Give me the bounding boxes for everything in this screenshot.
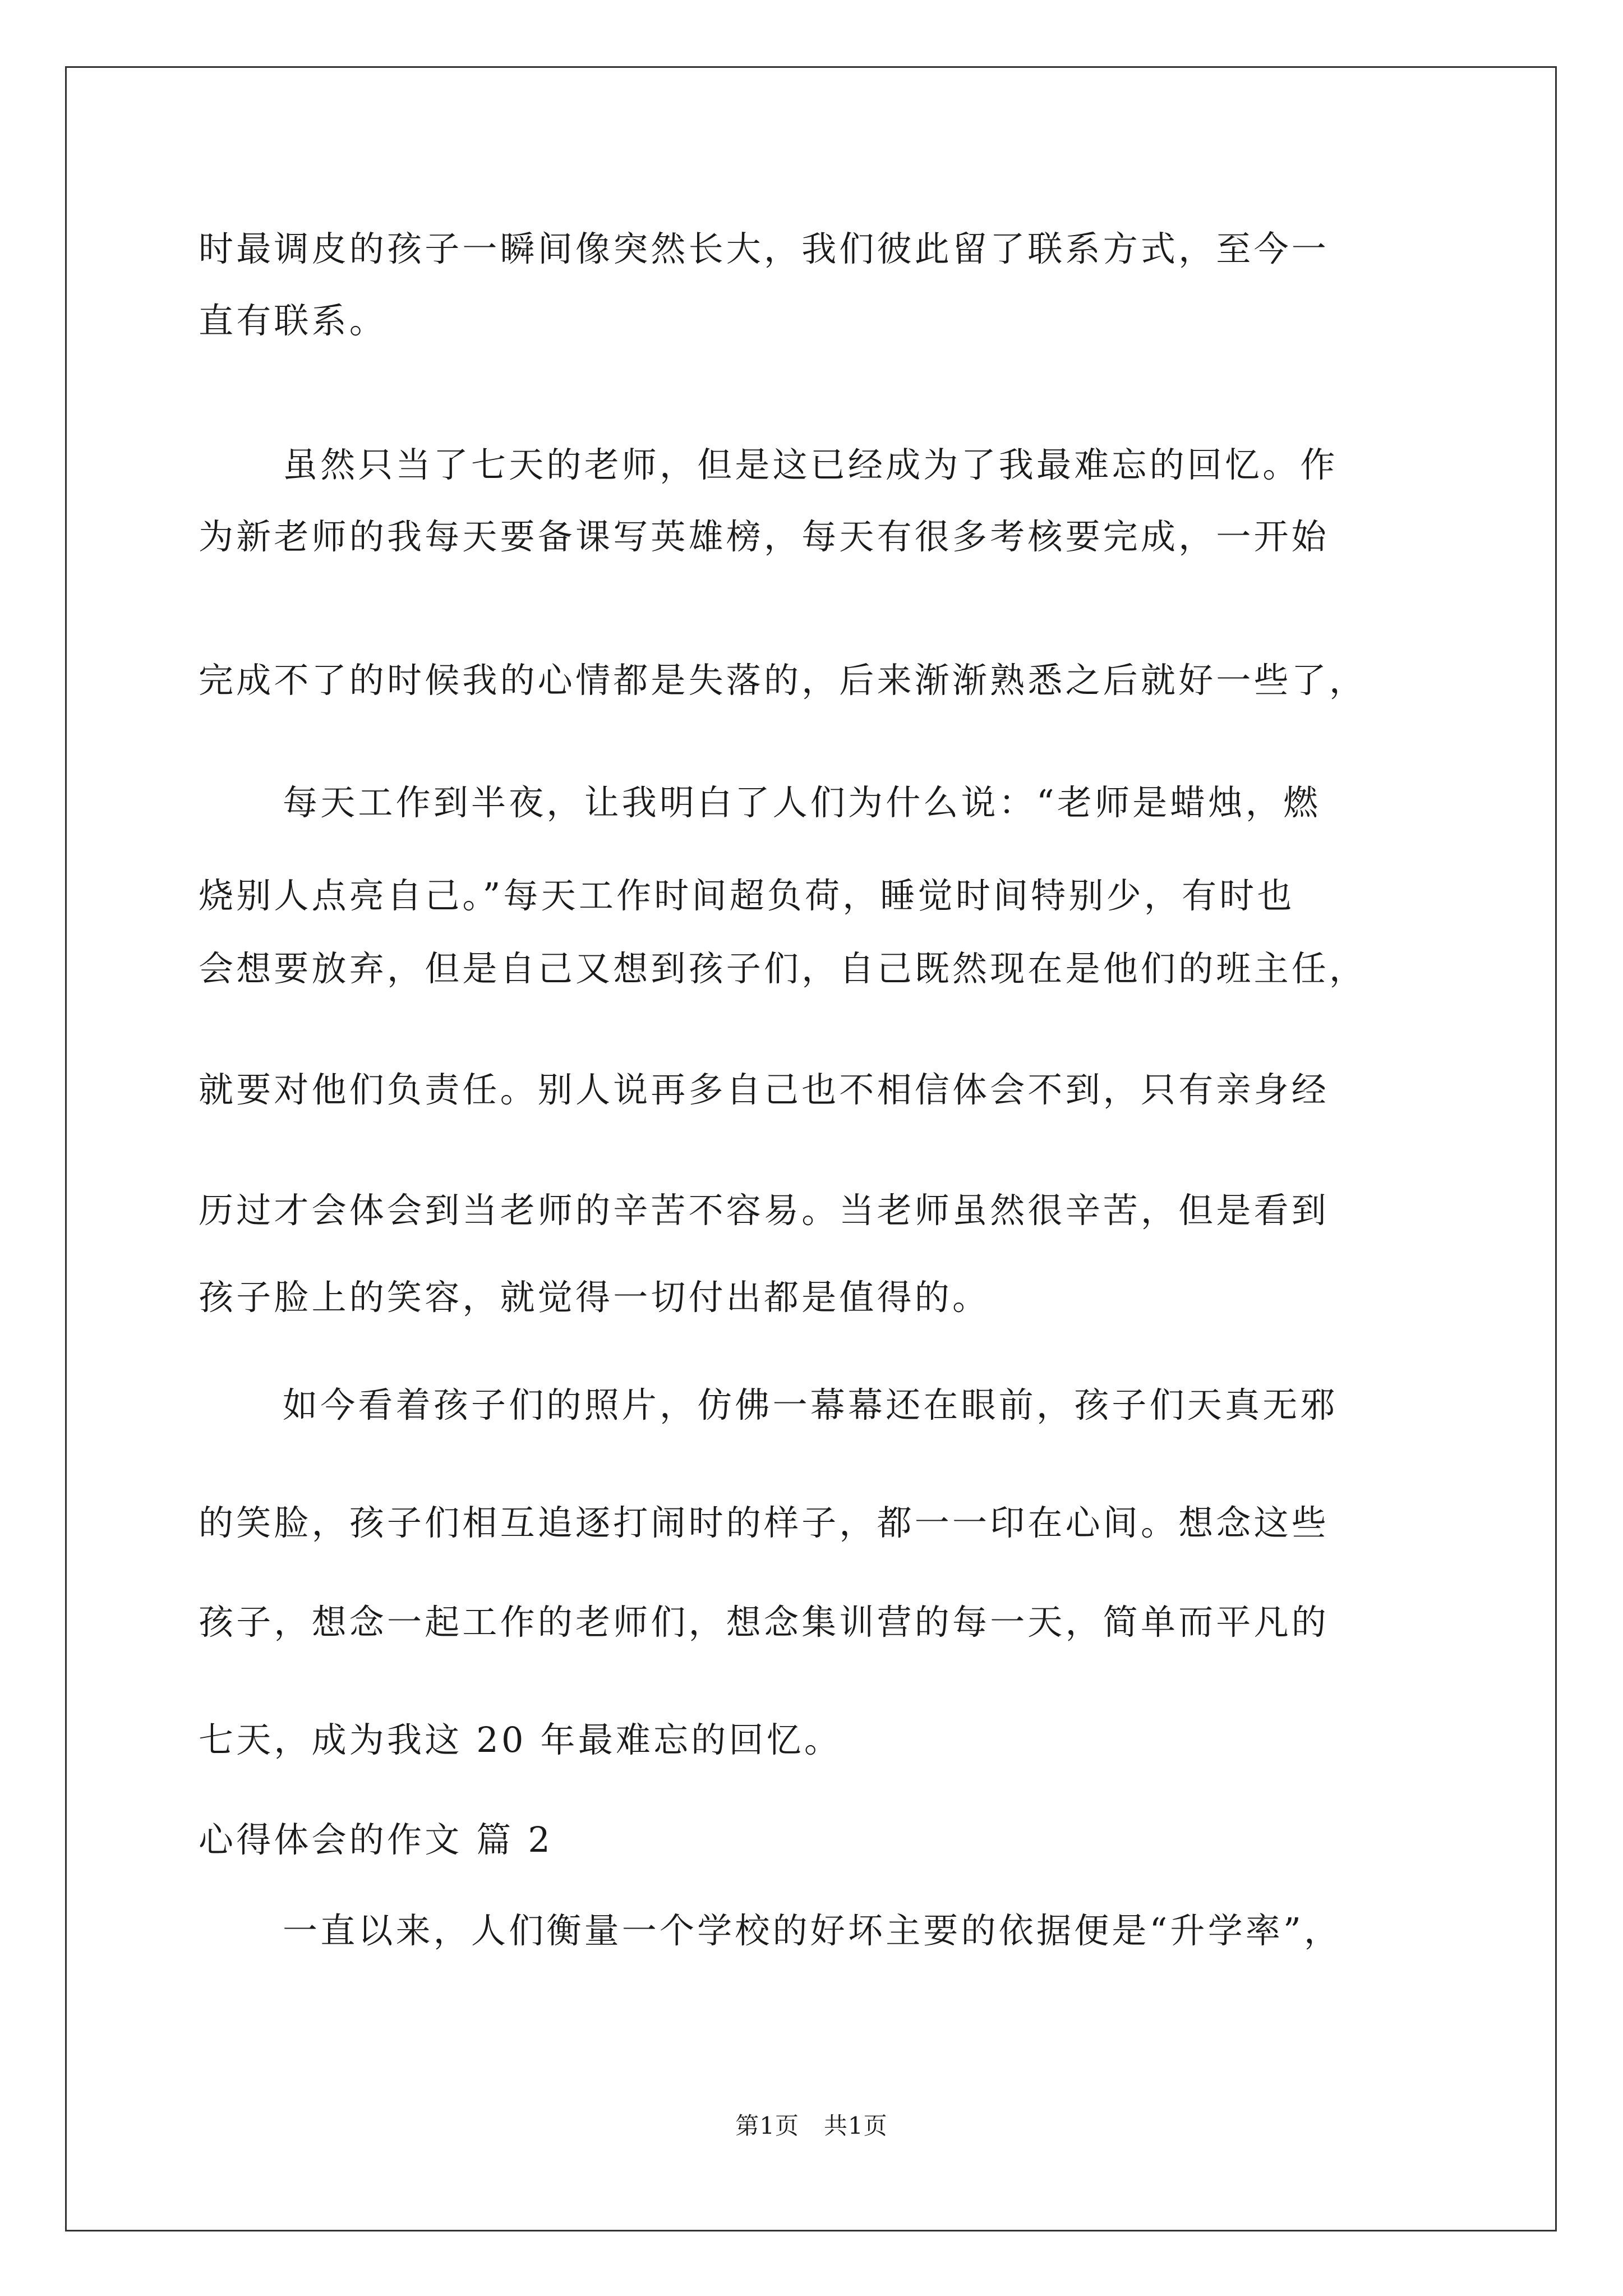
- body-line: 如今看着孩子们的照片，仿佛一幕幕还在眼前，孩子们天真无邪: [283, 1384, 1338, 1425]
- body-line: 孩子脸上的笑容，就觉得一切付出都是值得的。: [199, 1277, 990, 1318]
- page-footer: [0, 2110, 1623, 2142]
- page-border: [65, 66, 1557, 2231]
- page-number: 第1页: [735, 2112, 799, 2139]
- body-line: 一直以来，人们衡量一个学校的好坏主要的依据便是“升学率”，: [283, 1910, 1342, 1951]
- section-heading: 心得体会的作文 篇 2: [199, 1819, 554, 1860]
- body-line: 的笑脸，孩子们相互追逐打闹时的样子，都一一印在心间。想念这些: [199, 1502, 1330, 1543]
- body-line: 孩子，想念一起工作的老师们，想念集训营的每一天，简单而平凡的: [199, 1602, 1330, 1642]
- body-line: 就要对他们负责任。别人说再多自己也不相信体会不到，只有亲身经: [199, 1069, 1330, 1110]
- body-line: 为新老师的我每天要备课写英雄榜，每天有很多考核要完成，一开始: [199, 516, 1330, 557]
- body-line: 虽然只当了七天的老师，但是这已经成为了我最难忘的回忆。作: [283, 444, 1338, 485]
- body-line: 时最调皮的孩子一瞬间像突然长大，我们彼此留了联系方式，至今一: [199, 228, 1330, 269]
- body-line: 直有联系。: [199, 300, 388, 341]
- page-total: 共1页: [824, 2112, 888, 2139]
- body-line: 烧别人点亮自己。”每天工作时间超负荷，睡觉时间特别少，有时也: [199, 875, 1295, 916]
- body-line: 七天，成为我这 20 年最难忘的回忆。: [199, 1719, 842, 1760]
- body-line: 完成不了的时候我的心情都是失落的，后来渐渐熟悉之后就好一些了，: [199, 660, 1367, 701]
- body-line: 会想要放弃，但是自己又想到孩子们，自己既然现在是他们的班主任，: [199, 948, 1367, 989]
- body-line: 历过才会体会到当老师的辛苦不容易。当老师虽然很辛苦，但是看到: [199, 1190, 1330, 1231]
- body-line: 每天工作到半夜，让我明白了人们为什么说：“老师是蜡烛，燃: [283, 782, 1321, 823]
